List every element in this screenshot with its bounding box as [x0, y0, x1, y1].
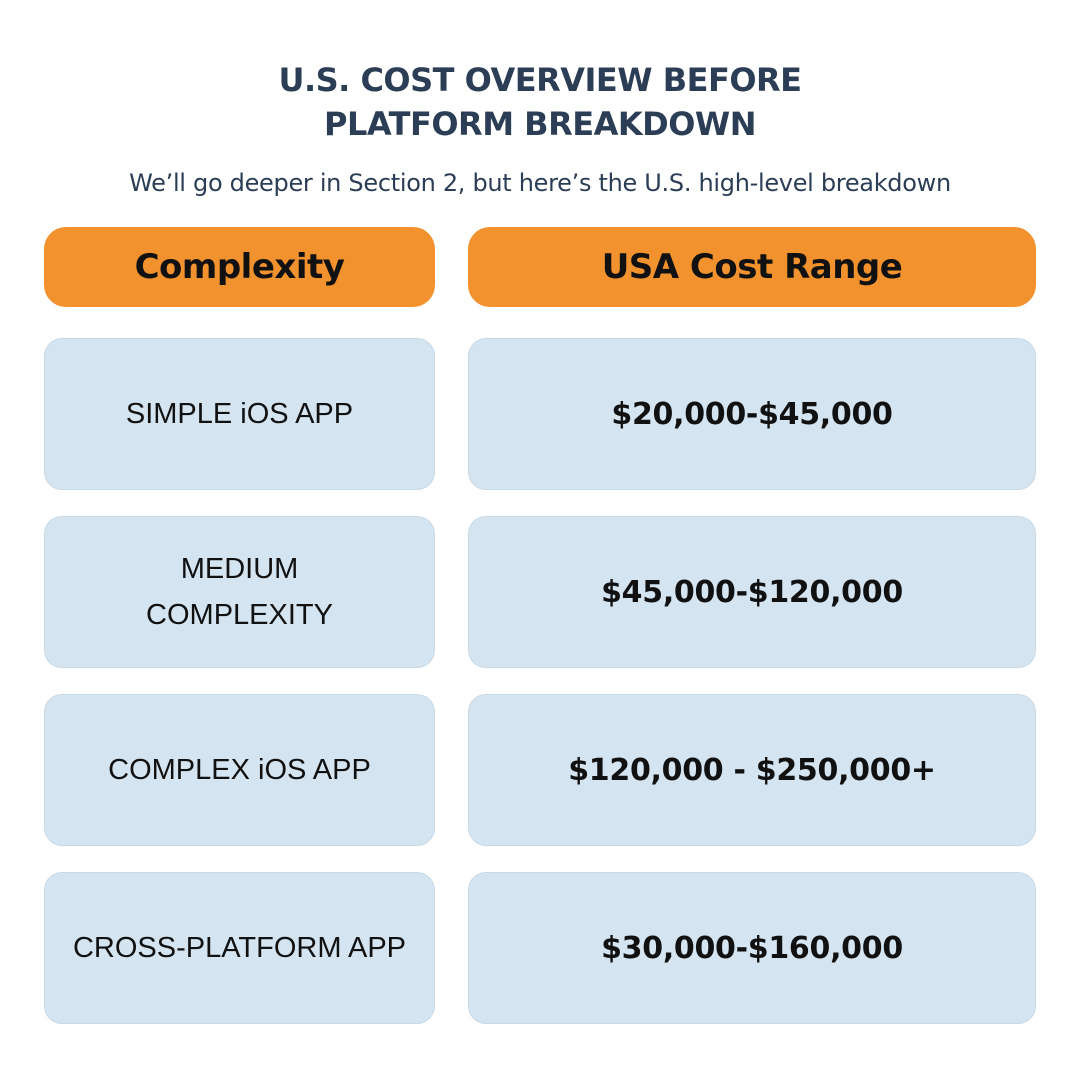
header-complexity: Complexity — [44, 227, 435, 307]
cost-cell — [468, 694, 1036, 846]
page-title — [0, 58, 1080, 146]
complexity-label: CROSS-PLATFORM APP — [72, 932, 407, 964]
table-row — [0, 338, 1080, 492]
complexity-cell — [44, 872, 435, 1024]
cost-cell — [468, 338, 1036, 490]
table-row — [0, 516, 1080, 670]
complexity-cell — [44, 694, 435, 846]
title-line-1: U.S. COST OVERVIEW BEFORE — [278, 61, 802, 99]
cost-value: $20,000-$45,000 — [611, 396, 893, 432]
table-row — [0, 694, 1080, 848]
header-cost-range: USA Cost Range — [468, 227, 1036, 307]
page-subtitle: We’ll go deeper in Section 2, but here’s the U.S. high-level breakdown — [129, 169, 951, 197]
cost-cell — [468, 872, 1036, 1024]
complexity-cell — [44, 338, 435, 490]
cost-value: $30,000-$160,000 — [601, 930, 903, 966]
complexity-cell — [44, 516, 435, 668]
title-line-2: PLATFORM BREAKDOWN — [324, 105, 756, 143]
cost-value: $45,000-$120,000 — [601, 574, 903, 610]
complexity-label: COMPLEX iOS APP — [108, 754, 371, 786]
cost-cell — [468, 516, 1036, 668]
complexity-label: MEDIUM COMPLEXITY — [146, 553, 333, 631]
complexity-label: SIMPLE iOS APP — [125, 398, 354, 430]
cost-value: $120,000 - $250,000+ — [568, 752, 936, 788]
table-row — [0, 872, 1080, 1026]
